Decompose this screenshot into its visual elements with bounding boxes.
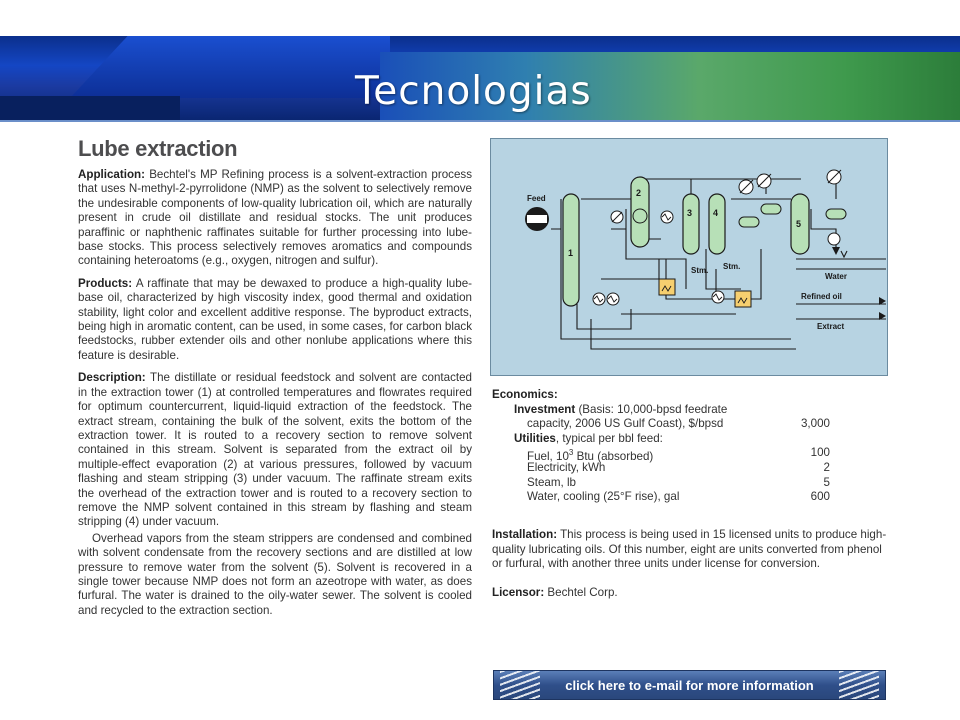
application-text: Bechtel's MP Refining process is a solvent-extraction process that uses N-methyl-2-pyrrolidone (NMP) as the solvent to selectively remove the undesirable components of low-quality lubrication oil, which are naturally present in crude oil distillate and residual stocks. The unit produces paraffinic or naphthenic raffinates suitable for further processing into lube-base stocks. This process selectively removes aromatics and compounds containing heteroatoms (e.g., oxygen, nitrogen and sulfur).: [78, 168, 472, 268]
process-flow-svg: [491, 139, 889, 377]
diagram-tower-5: 5: [796, 219, 802, 229]
investment-line-2-label: capacity, 2006 US Gulf Coast), $/bpsd: [527, 417, 724, 431]
utility-value: 5: [823, 475, 830, 489]
utilities-label: Utilities: [514, 431, 556, 445]
application-lead: Application:: [78, 168, 145, 181]
diagram-label-extract: Extract: [817, 322, 845, 331]
utility-row-steam: [492, 476, 888, 491]
utility-row-electricity: [492, 461, 888, 476]
email-button-label: click here to e-mail for more information: [565, 678, 814, 693]
installation-paragraph: [492, 528, 888, 572]
diagram-tower-4: 4: [713, 208, 719, 218]
diagram-label-refined-oil: Refined oil: [801, 292, 842, 301]
utility-value: 100: [810, 446, 830, 460]
investment-label: Investment: [514, 402, 576, 416]
diagram-label-stm-1: Stm.: [691, 266, 709, 275]
products-paragraph: [78, 277, 472, 363]
description-text-2: Overhead vapors from the steam strippers are condensed and combined with solvent condensate from the recovery sections and are distilled at low pressure to remove water from the solvent (5). Solvent is recovered in a single tower because NMP does not form an azeotrope with water, as does furfural. The water is drained to the oily-water sewer. The solvent is cooled and recycled to the extraction section.: [78, 531, 472, 617]
economics-heading: Economics:: [492, 388, 558, 401]
utility-value: 2: [823, 460, 830, 474]
investment-value: 3,000: [800, 417, 830, 431]
slide-header-banner: [0, 0, 960, 128]
utilities-line: [492, 432, 888, 447]
products-text: A raffinate that may be dewaxed to produce a high-quality lube-base oil, characterized by high viscosity index, good thermal and oxidation stability, light color and excellent additive response. The byproduct extracts, being high in aromatic content, can be used, in some cases, for carbon black feedstocks, rubber extender oils and other nonlube applications where this feature is desirable.: [78, 276, 472, 362]
utility-label-post: Btu (absorbed): [573, 450, 654, 464]
process-flow-diagram: [490, 138, 888, 376]
investment-line-1: [492, 403, 888, 418]
email-button-stripes-right: [839, 671, 879, 700]
description-text: The distillate or residual feedstock and solvent are contacted in the extraction tower (1) at controlled temperatures and flowrates required for optimum countercurrent, liquid-liquid extraction of the feedstock. The extract stream, containing the bulk of the solvent, exits the bottom of the extraction tower. It is routed to a recovery section to remove solvent contained in this stream. Solvent is separated from the extract oil by multiple-effect evaporation (2) at various pressures, followed by vacuum flashing and steam stripping (3) under vacuum. The raffinate stream exits the overhead of the extraction tower and is routed to a recovery section to remove the NMP solvent contained in this stream by flashing and steam stripping (4) under vacuum.: [78, 371, 472, 529]
utility-label: Steam, lb: [527, 475, 576, 489]
utility-label-sup: 3: [568, 448, 574, 458]
utility-label: Electricity, kWh: [527, 460, 606, 474]
document-title: Lube extraction: [78, 136, 238, 161]
email-info-button[interactable]: [493, 670, 886, 700]
investment-text: (Basis: 10,000-bpsd feedrate: [575, 402, 728, 416]
licensor-lead: Licensor:: [492, 586, 545, 599]
installation-text: This process is being used in 15 licensed units to produce high-quality lubricating oils. Of this number, eight are units converted from phenol or furfural, with another three units under license for conversion.: [492, 528, 887, 571]
installation-lead: Installation:: [492, 528, 558, 541]
utilities-text: , typical per bbl feed:: [555, 431, 663, 445]
licensor-paragraph: [492, 586, 888, 601]
description-paragraph-2: [78, 532, 472, 618]
diagram-tower-1: 1: [568, 248, 574, 258]
description-lead: Description:: [78, 371, 146, 385]
diagram-label-stm-2: Stm.: [723, 262, 741, 271]
utility-row-fuel: [492, 446, 888, 464]
diagram-tower-3: 3: [687, 208, 693, 218]
investment-line-2: [492, 417, 888, 432]
diagram-label-water: Water: [825, 272, 847, 281]
diagram-tower-2: 2: [636, 188, 642, 198]
utility-row-water: [492, 490, 888, 505]
utility-value: 600: [810, 490, 830, 504]
diagram-label-feed: Feed: [527, 194, 546, 203]
description-paragraph: [78, 371, 472, 529]
slide-title: Tecnologias: [355, 69, 592, 114]
banner-divider-line: [0, 120, 960, 122]
utility-label: Water, cooling (25°F rise), gal: [527, 490, 680, 504]
utility-label-pre: Fuel, 10: [527, 450, 569, 464]
banner-dark-strip: [0, 96, 180, 120]
left-column-text: [78, 168, 472, 626]
document-page: [56, 128, 904, 712]
licensor-text: Bechtel Corp.: [544, 586, 618, 599]
application-paragraph: [78, 168, 472, 269]
economics-section: [492, 388, 888, 505]
products-lead: Products:: [78, 276, 133, 290]
